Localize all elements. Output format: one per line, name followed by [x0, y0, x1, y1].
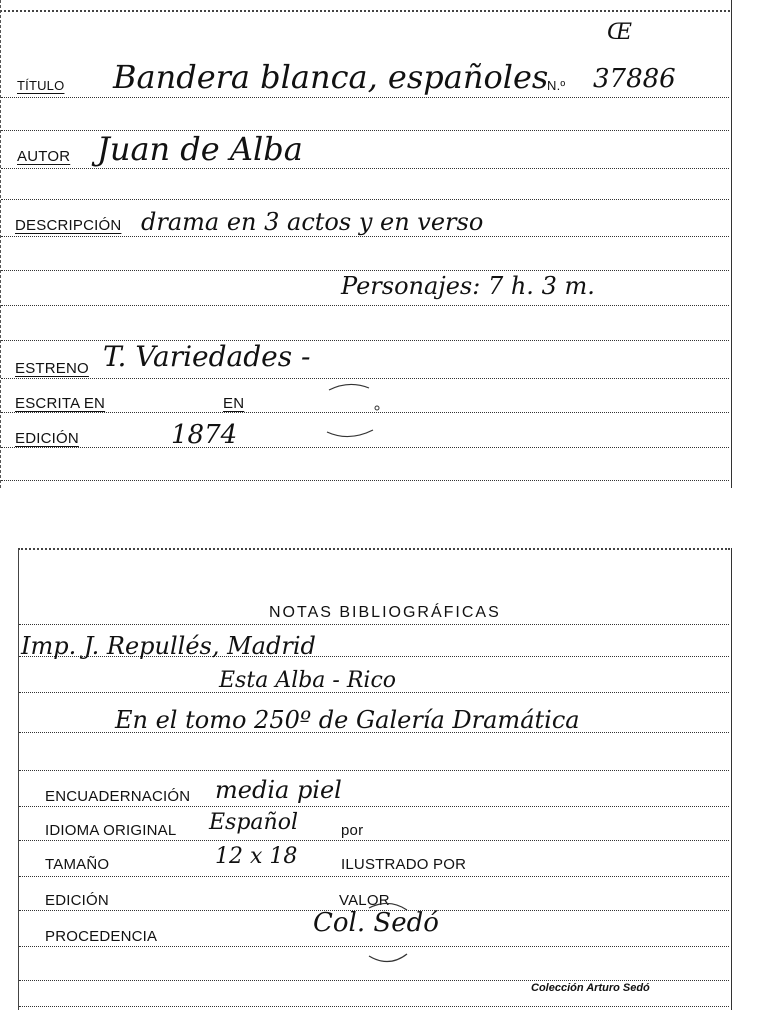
edicion-label: EDICIÓN [15, 430, 79, 447]
encuadernacion-label: ENCUADERNACIÓN [45, 788, 191, 805]
titulo-label: TÍTULO [17, 78, 65, 93]
notes-heading: NOTAS BIBLIOGRÁFICAS [269, 604, 501, 621]
titulo-value: Bandera blanca, españoles [113, 58, 549, 96]
tamano-value: 12 x 18 [215, 844, 298, 869]
numero-label: N.º [547, 78, 566, 93]
estreno-value: T. Variedades - [103, 340, 311, 373]
descripcion-value: drama en 3 actos y en verso [141, 208, 484, 236]
personajes-value: Personajes: 7 h. 3 m. [341, 272, 595, 300]
valor-label: VALOR [339, 892, 390, 909]
escrita-en-label: ESCRITA EN [15, 395, 106, 412]
catalog-card-top [0, 0, 732, 488]
en-label: EN [223, 395, 245, 412]
idioma-value: Español [209, 810, 298, 835]
catalog-card-bottom [18, 548, 732, 1010]
punch-hole-mark-2 [363, 898, 413, 968]
note-line-3: En el tomo 250º de Galería Dramática [115, 706, 580, 734]
autor-value: Juan de Alba [97, 130, 303, 168]
por-label: por [341, 822, 364, 839]
autor-label: AUTOR [17, 148, 71, 165]
estreno-label: ESTRENO [15, 360, 89, 377]
note-line-2: Esta Alba - Rico [219, 668, 397, 693]
idioma-label: IDIOMA ORIGINAL [45, 822, 177, 839]
tamano-label: TAMAÑO [45, 856, 110, 873]
edicion-label-2: EDICIÓN [45, 892, 109, 909]
punch-hole-mark [319, 380, 389, 442]
procedencia-value: Col. Sedó [313, 908, 439, 938]
encuadernacion-value: media piel [215, 776, 342, 804]
descripcion-label: DESCRIPCIÓN [15, 217, 122, 234]
collection-footer: Colección Arturo Sedó [531, 982, 650, 994]
note-line-1: Imp. J. Repullés, Madrid [21, 632, 316, 660]
card-corner-mark: Œ [607, 20, 633, 45]
numero-value: 37886 [593, 64, 676, 94]
procedencia-label: PROCEDENCIA [45, 928, 158, 945]
ilustrado-label: ILUSTRADO POR [341, 856, 467, 873]
edicion-value: 1874 [171, 420, 238, 450]
